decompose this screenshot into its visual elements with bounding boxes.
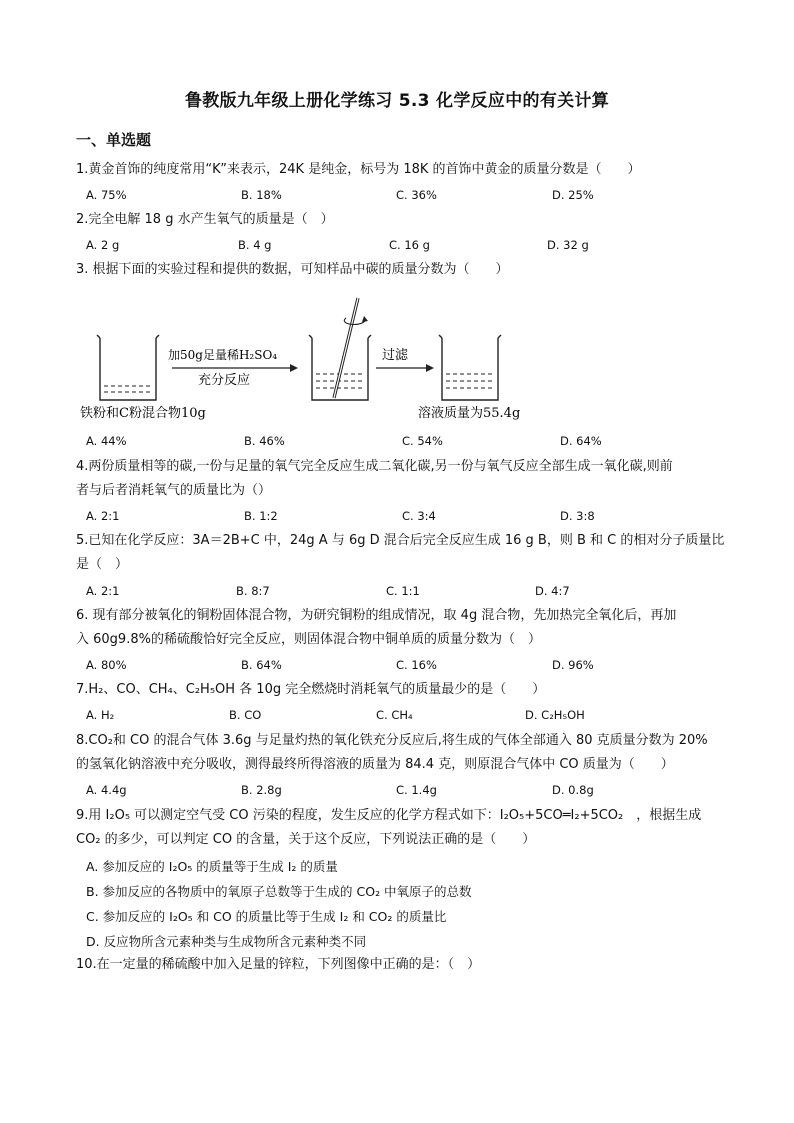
option-b: B. 2.8g — [241, 783, 282, 797]
option-a: A. 75% — [86, 188, 127, 202]
question-8-line-2: 的氢氧化钠溶液中充分吸收，测得最终所得溶液的质量为 84.4 克，则原混合气体中 CO 质量为（ ） — [76, 757, 674, 772]
option-d: D. 3:8 — [560, 509, 595, 523]
option-b: B. CO — [229, 708, 262, 722]
left-caption: 铁粉和C粉混合物10g — [80, 406, 206, 421]
option-b: B. 1:2 — [244, 509, 278, 523]
question-9-choice-b: B. 参加反应的各物质中的氧原子总数等于生成的 CO₂ 中氧原子的总数 — [86, 884, 472, 899]
page-title: 鲁教版九年级上册化学练习 5.3 化学反应中的有关计算 — [184, 91, 610, 111]
option-a: A. 44% — [86, 434, 127, 448]
question-6-line-2: 入 60g9.8%的稀硫酸恰好完全反应，则固体混合物中铜单质的质量分数为（ ） — [76, 632, 541, 647]
option-d: D. 64% — [560, 434, 602, 448]
arrow-1-icon — [172, 364, 298, 372]
question-9-choice-a: A. 参加反应的 I₂O₅ 的质量等于生成 I₂ 的质量 — [86, 859, 338, 874]
question-7: 7.H₂、CO、CH₄、C₂H₅OH 各 10g 完全燃烧时消耗氧气的质量最少的是（ ） — [76, 682, 546, 697]
option-b: B. 8:7 — [236, 584, 270, 598]
question-1-options — [86, 188, 726, 206]
question-3: 3. 根据下面的实验过程和提供的数据，可知样品中碳的质量分数为（ ） — [76, 262, 509, 277]
question-6-line-1: 6. 现有部分被氧化的铜粉固体混合物，为研究铜粉的组成情况，取 4g 混合物，先加热完全氧化后，再加 — [76, 608, 677, 623]
glass-rod-icon — [334, 298, 368, 398]
question-8-line-1: 8.CO₂和 CO 的混合气体 3.6g 与足量灼热的氧化铁充分反应后,将生成的气体全部通入 80 克质量分数为 20% — [76, 733, 708, 748]
question-10: 10.在一定量的稀硫酸中加入足量的锌粒，下列图像中正确的是：（ ） — [76, 957, 481, 972]
option-d: D. 4:7 — [535, 584, 570, 598]
question-7-options — [86, 708, 726, 726]
right-caption: 溶液质量为55.4g — [418, 406, 521, 421]
question-1: 1.黄金首饰的纯度常用“K”来表示，24K 是纯金，标号为 18K 的首饰中黄金的质量分数是（ ） — [76, 162, 641, 177]
option-b: B. 64% — [241, 658, 282, 672]
question-4-line-1: 4.两份质量相等的碳,一份与足量的氧气完全反应生成二氧化碳,另一份与氧气反应全部生成一氧化碳,则前 — [76, 459, 673, 474]
section-heading: 一、单选题 — [76, 131, 152, 149]
question-5-line-1: 5.已知在化学反应：3A＝2B+C 中，24g A 与 6g D 混合后完全反应生成 16 g B，则 B 和 C 的相对分子质量比 — [76, 533, 725, 548]
arrow-2-top-label: 过滤 — [382, 348, 409, 363]
option-d: D. 96% — [552, 658, 594, 672]
experiment-figure — [76, 288, 536, 428]
question-2: 2.完全电解 18 g 水产生氧气的质量是（ ） — [76, 212, 334, 227]
option-a: A. 4.4g — [86, 783, 127, 797]
option-c: C. 3:4 — [402, 509, 436, 523]
option-b: B. 4 g — [238, 238, 272, 252]
question-9-choice-d: D. 反应物所含元素种类与生成物所含元素种类不同 — [86, 934, 367, 949]
option-c: C. 16 g — [389, 238, 430, 252]
option-b: B. 18% — [241, 188, 282, 202]
beaker-1-icon — [97, 335, 159, 400]
option-a: A. 2:1 — [86, 509, 120, 523]
question-4-line-2: 者与后者消耗氧气的质量比为（） — [76, 483, 272, 498]
option-a: A. 2 g — [86, 238, 120, 252]
question-3-options — [86, 434, 726, 452]
question-8-options — [86, 783, 726, 801]
option-c: C. 54% — [402, 434, 443, 448]
option-d: D. 25% — [552, 188, 594, 202]
question-9-line-2: CO₂ 的多少，可以判定 CO 的含量，关于这个反应，下列说法正确的是（ ） — [76, 832, 536, 847]
question-4-options — [86, 509, 726, 527]
option-d: D. 32 g — [547, 238, 589, 252]
option-c: C. 1:1 — [386, 584, 420, 598]
option-a: A. H₂ — [86, 708, 115, 722]
question-2-options — [86, 238, 726, 256]
arrow-1-bottom-label: 充分反应 — [198, 373, 251, 388]
option-c: C. 1.4g — [396, 783, 437, 797]
question-5-line-2: 是（ ） — [76, 557, 129, 572]
option-c: C. 16% — [396, 658, 437, 672]
beaker-3-icon — [439, 335, 501, 400]
question-9-choice-c: C. 参加反应的 I₂O₅ 和 CO 的质量比等于生成 I₂ 和 CO₂ 的质量比 — [86, 909, 447, 924]
arrow-1-top-label: 加50g足量稀H₂SO₄ — [168, 348, 278, 362]
option-d: D. 0.8g — [552, 783, 594, 797]
option-d: D. C₂H₅OH — [525, 708, 585, 722]
arrow-2-icon — [376, 364, 434, 372]
option-c: C. CH₄ — [376, 708, 413, 722]
option-b: B. 46% — [244, 434, 285, 448]
question-6-options — [86, 658, 726, 676]
option-a: A. 2:1 — [86, 584, 120, 598]
question-5-options — [86, 584, 726, 602]
option-c: C. 36% — [396, 188, 437, 202]
question-9-line-1: 9.用 I₂O₅ 可以测定空气受 CO 污染的程度，发生反应的化学方程式如下：I₂O₅+5CO═I₂+5CO₂ ，根据生成 — [76, 808, 702, 823]
option-a: A. 80% — [86, 658, 127, 672]
